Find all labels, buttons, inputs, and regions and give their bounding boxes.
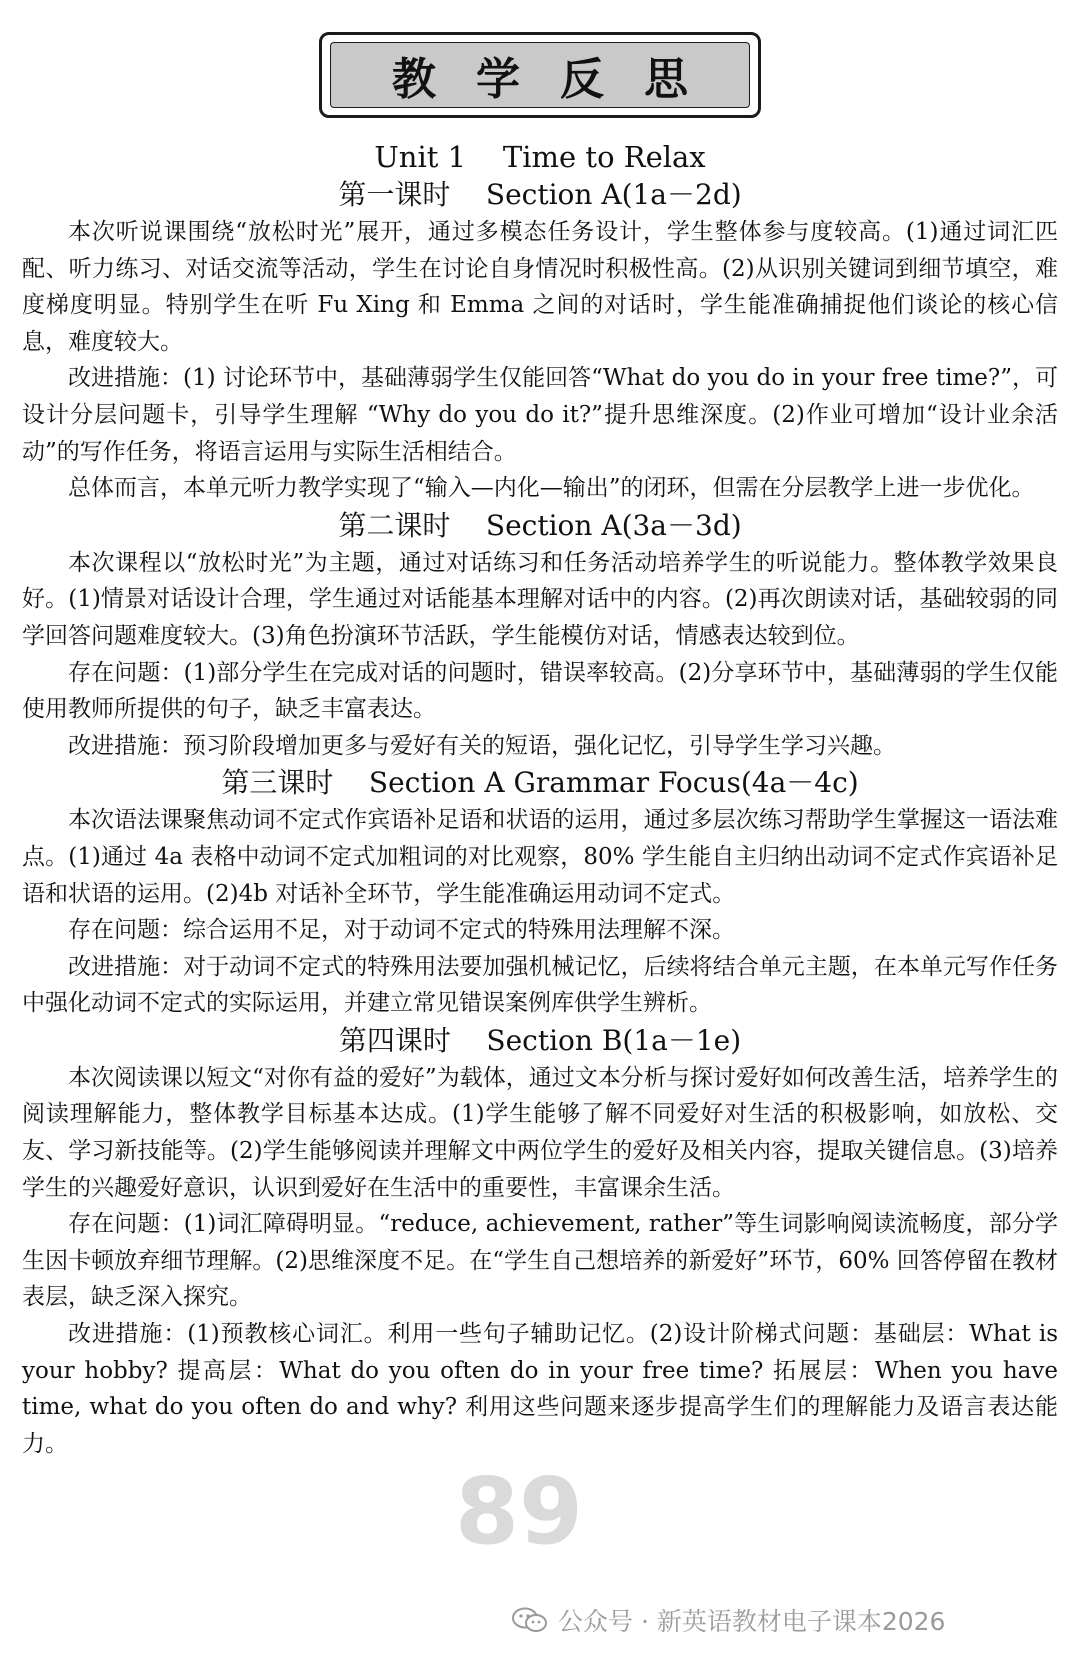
header-box-inner [330,42,750,108]
page-number-watermark: 89 [455,1458,584,1565]
header-box [319,32,761,118]
account-label: 公众号 · 新英语教材电子课本2026 [558,1607,946,1636]
section-title-2: 第二课时 Section A(3a－3d) [338,508,742,542]
section-3-paragraph-2: 存在问题：综合运用不足，对于动词不定式的特殊用法理解不深。 [68,917,735,944]
section-title-4: 第四课时 Section B(1a－1e) [338,1023,742,1057]
wechat-icon [512,1607,548,1633]
section-title-1: 第一课时 Section A(1a－2d) [338,178,742,211]
page-title: 教学反思 [392,54,728,105]
section-title-3: 第三课时 Section A Grammar Focus(4a－4c) [221,766,859,800]
section-2-paragraph-3: 改进措施：预习阶段增加更多与爱好有关的短语，强化记忆，引导学生学习兴趣。 [68,732,896,759]
unit-title: Unit 1 Time to Relax [374,140,706,174]
section-1-paragraph-1: 本次听说课围绕“放松时光”展开，通过多模态任务设计，学生整体参与度较高。(1)通过词汇匹配、听力练习、对话交流等活动，学生在讨论自身情况时积极性高。(2)从识别关键词到细节填空，难度梯度明显。特别学生在听 Fu Xing 和 Emma 之间的对话时，学生能准确捕捉他们谈论的核心信息，难度较大。 [22,219,1058,355]
section-1-paragraph-2: 改进措施：(1) 讨论环节中，基础薄弱学生仅能回答“What do you do in your free time?”，可设计分层问题卡，引导学生理解 “Why do you do it?”提升思维深度。(2)作业可增加“设计业余活动”的写作任务，将语言运用与实际生活相结合。 [22,365,1058,465]
section-2-paragraph-1: 本次课程以“放松时光”为主题，通过对话练习和任务活动培养学生的听说能力。整体教学效果良好。(1)情景对话设计合理，学生通过对话能基本理解对话中的内容。(2)再次朗读对话，基础较弱的同学回答问题难度较大。(3)角色扮演环节活跃，学生能模仿对话，情感表达较到位。 [22,549,1058,649]
section-2-paragraph-2: 存在问题：(1)部分学生在完成对话的问题时，错误率较高。(2)分享环节中，基础薄弱的学生仅能使用教师所提供的句子，缺乏丰富表达。 [22,659,1058,723]
section-3-paragraph-1: 本次语法课聚焦动词不定式作宾语补足语和状语的运用，通过多层次练习帮助学生掌握这一语法难点。(1)通过 4a 表格中动词不定式加粗词的对比观察，80% 学生能自主归纳出动词不定式作宾语补足语和状语的运用。(2)4b 对话补全环节，学生能准确运用动词不定式。 [22,807,1058,907]
document-body [22,138,1058,1462]
section-4-paragraph-1: 本次阅读课以短文“对你有益的爱好”为载体，通过文本分析与探讨爱好如何改善生活，培养学生的阅读理解能力，整体教学目标基本达成。(1)学生能够了解不同爱好对生活的积极影响，如放松、交友、学习新技能等。(2)学生能够阅读并理解文中两位学生的爱好及相关内容，提取关键信息。(3)培养学生的兴趣爱好意识，认识到爱好在生活中的重要性，丰富课余生活。 [22,1064,1058,1201]
section-3-paragraph-3: 改进措施：对于动词不定式的特殊用法要加强机械记忆，后续将结合单元主题，在本单元写作任务中强化动词不定式的实际运用，并建立常见错误案例库供学生辨析。 [22,953,1058,1017]
section-4-paragraph-2: 存在问题：(1)词汇障碍明显。“reduce, achievement, rather”等生词影响阅读流畅度，部分学生因卡顿放弃细节理解。(2)思维深度不足。在“学生自己想培养的新爱好”环节，60% 回答停留在教材表层，缺乏深入探究。 [22,1211,1058,1311]
section-4-paragraph-3: 改进措施：(1)预教核心词汇。利用一些句子辅助记忆。(2)设计阶梯式问题：基础层：What is your hobby? 提高层：What do you often do in your free time? 拓展层：When you have time, what do you often do and why? 利用这些问题来逐步提高学生们的理解能力及语言表达能力。 [22,1321,1058,1457]
section-1-paragraph-3: 总体而言，本单元听力教学实现了“输入—内化—输出”的闭环，但需在分层教学上进一步优化。 [68,475,1035,502]
account-watermark [512,1602,945,1638]
